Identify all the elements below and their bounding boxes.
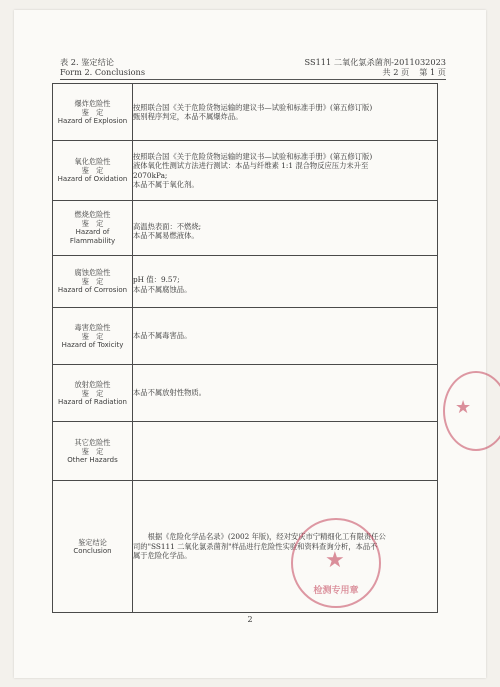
table-row-toxicity <box>53 308 438 365</box>
row-value <box>133 201 438 256</box>
label-mid: 鉴 定 <box>81 388 104 398</box>
value-line: 司的"SS111 二氧化氯杀菌剂"样品进行危险性实验和资料查询分析，本品不 <box>133 541 378 551</box>
table-row-explosion <box>53 84 438 141</box>
row-value <box>133 84 438 141</box>
star-icon: ★ <box>325 548 345 573</box>
table-row-corrosion <box>53 256 438 308</box>
row-label <box>53 256 133 308</box>
label-cn: 腐蚀危险性 <box>74 268 111 277</box>
row-label <box>53 201 133 256</box>
page-total: 共 2 页 <box>382 67 410 77</box>
label-en: Other Hazards <box>67 455 118 464</box>
official-seal <box>291 518 381 608</box>
row-value <box>133 256 438 308</box>
row-value <box>133 422 438 481</box>
label-en: Conclusion <box>73 546 112 555</box>
table-row-oxidation <box>53 141 438 201</box>
label-en: Hazard of Corrosion <box>57 286 128 294</box>
value-line: 甄别程序判定，本品不属爆炸品。 <box>133 112 243 121</box>
partial-seal <box>443 371 500 451</box>
star-icon: ★ <box>455 397 472 418</box>
form-title-en: Form 2. Conclusions <box>60 67 146 77</box>
row-label <box>53 141 133 201</box>
row-label <box>53 308 133 365</box>
label-cn: 其它危险性 <box>74 437 111 447</box>
label-en: Hazard of Flammability <box>69 228 116 245</box>
value-line: 本品不属于氧化剂。 <box>133 180 199 189</box>
page-current: 第 1 页 <box>419 67 446 77</box>
label-cn: 爆炸危险性 <box>74 98 111 108</box>
label-cn: 放射危险性 <box>74 379 111 389</box>
label-cn: 燃烧危险性 <box>74 210 111 219</box>
header-rule <box>60 79 446 80</box>
label-cn: 氧化危险性 <box>74 157 111 166</box>
label-mid: 鉴 定 <box>81 331 104 341</box>
value-line: 根据《危险化学品名录》(2002 年版)，经对安庆市宁精细化工有限责任公 <box>147 532 386 542</box>
value-line: 本品不属腐蚀品。 <box>133 284 192 294</box>
value-line: pH 值：9.57; <box>133 275 180 284</box>
form-title-cn: 表 2. 鉴定结论 <box>60 57 114 67</box>
label-mid: 鉴 定 <box>81 166 104 175</box>
label-en: Hazard of Toxicity <box>61 340 124 349</box>
conclusions-table <box>52 83 438 613</box>
value-line: 2070kPa; <box>133 170 168 180</box>
row-value <box>133 365 438 422</box>
value-line: 本品不属毒害品。 <box>133 331 192 341</box>
label-mid: 鉴 定 <box>81 277 104 286</box>
label-mid: 鉴 定 <box>81 446 104 456</box>
value-line: 按照联合国《关于危险货物运输的建议书—试验和标准手册》(第五修订版) <box>133 102 373 112</box>
document-id: SS111 二氧化氯杀菌剂-2011032023 <box>304 57 446 67</box>
value-line: 按照联合国《关于危险货物运输的建议书—试验和标准手册》(第五修订版) <box>133 151 373 161</box>
document-id-block <box>305 57 446 77</box>
conclusion-text <box>133 481 438 613</box>
table-row-flammability <box>53 201 438 256</box>
seal-text: 检测专用章 <box>313 586 359 596</box>
value-line: 高温热表面：不燃烧; <box>133 221 202 231</box>
row-label <box>53 365 133 422</box>
label-en: Hazard of Oxidation <box>57 175 128 183</box>
value-line: 本品不属易燃液体。 <box>133 231 199 240</box>
value-line: 本品不属放射性物质。 <box>133 388 206 398</box>
table-row-conclusion <box>53 481 438 613</box>
value-line: 属于危险化学品。 <box>133 551 192 561</box>
label-cn: 毒害危险性 <box>74 322 111 332</box>
row-label <box>53 481 133 613</box>
label-mid: 鉴 定 <box>81 219 104 228</box>
label-en: Hazard of Radiation <box>58 397 127 406</box>
row-value <box>133 308 438 365</box>
label-cn: 鉴定结论 <box>78 537 107 547</box>
label-mid: 鉴 定 <box>81 107 104 117</box>
row-label <box>53 422 133 481</box>
table-row-other <box>53 422 438 481</box>
value-line: 液体氧化性测试方法进行测试：本品与纤维素 1:1 混合物反应压力未升至 <box>133 161 369 170</box>
label-en: Hazard of Explosion <box>57 116 128 125</box>
page-number: 2 <box>247 615 253 624</box>
row-value <box>133 141 438 201</box>
table-row-radiation <box>53 365 438 422</box>
form-title <box>60 57 145 77</box>
row-label <box>53 84 133 141</box>
